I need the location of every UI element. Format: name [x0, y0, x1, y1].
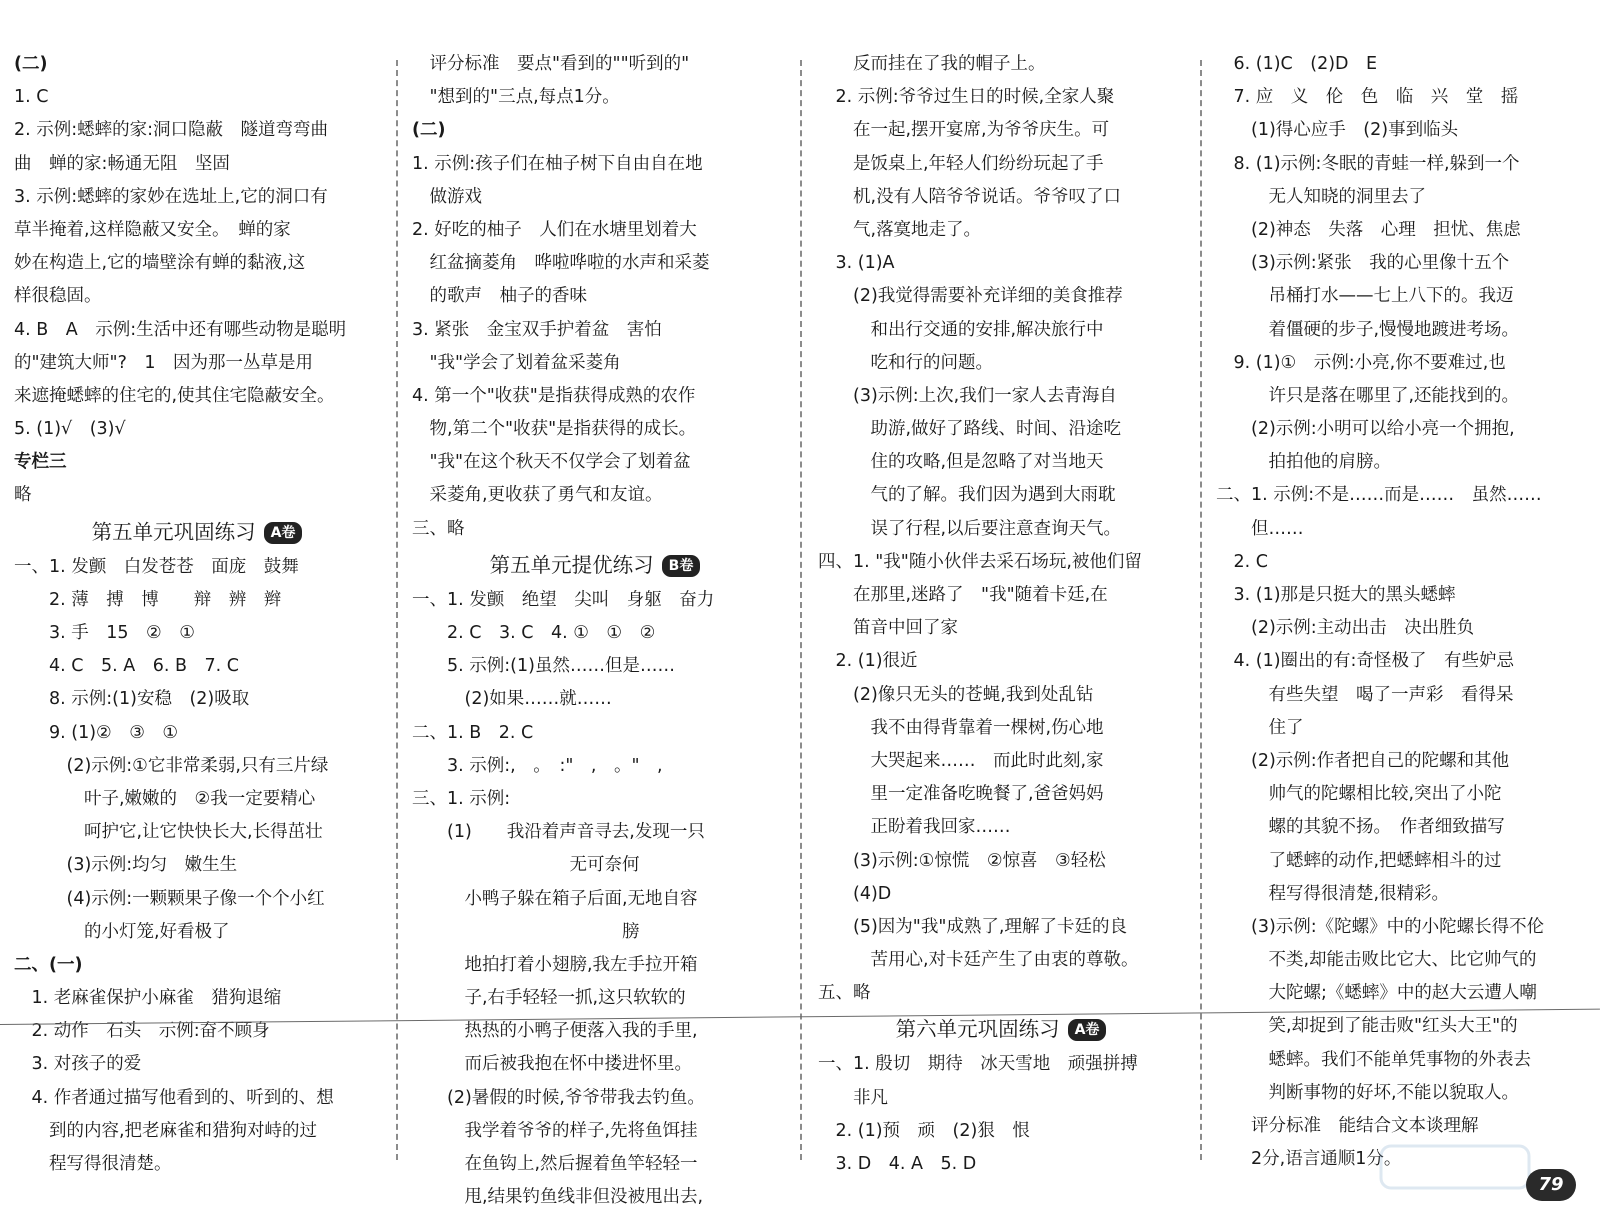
- watermark-logo: [1380, 1145, 1530, 1193]
- line-text: (4)D: [818, 883, 892, 904]
- line-text: 笑,却捉到了能击败"红头大王"的: [1216, 1016, 1518, 1037]
- line-text: 6. (1)C (2)D E: [1216, 54, 1378, 74]
- line-text: 四、1. "我"随小伙伴去采石场玩,被他们留: [818, 551, 1142, 572]
- line-text: 妙在构造上,它的墙壁涂有蝉的黏液,这: [14, 253, 306, 274]
- answer-line: [1216, 1110, 1592, 1143]
- answer-line: [818, 181, 1184, 214]
- answer-line: [14, 816, 380, 849]
- answer-line: [818, 911, 1184, 944]
- volume-badge: A卷: [1068, 1019, 1107, 1041]
- answer-line: [14, 413, 380, 446]
- line-text: 4. B A 示例:生活中还有哪些动物是聪明: [14, 319, 347, 340]
- answer-line: [412, 479, 778, 512]
- line-text: 着僵硬的步子,慢慢地踱进考场。: [1216, 319, 1520, 340]
- answer-line: [1216, 1044, 1592, 1077]
- line-text: 程写得很清楚,很精彩。: [1216, 883, 1450, 904]
- line-text: 膀: [412, 921, 640, 942]
- line-text: 到的内容,把老麻雀和猎狗对峙的过: [14, 1120, 318, 1141]
- answer-line: [818, 280, 1184, 313]
- line-text: 但……: [1216, 518, 1304, 539]
- line-text: 我不由得背靠着一棵树,伤心地: [818, 717, 1104, 738]
- line-text: 略: [14, 485, 32, 506]
- line-text: 2. 示例:蟋蟀的家:洞口隐蔽 隧道弯弯曲: [14, 120, 329, 141]
- answer-line: [412, 413, 778, 446]
- line-text: 样很稳固。: [14, 286, 102, 307]
- answer-line: [818, 977, 1184, 1010]
- line-text: 8. (1)示例:冬眠的青蛙一样,躲到一个: [1216, 153, 1520, 174]
- line-text: 2. 薄 搏 博 辩 辨 辫: [14, 589, 282, 610]
- line-text: 9. (1)① 示例:小亮,你不要难过,也: [1216, 352, 1506, 373]
- answer-line: [1216, 81, 1592, 114]
- answer-line: [14, 148, 380, 181]
- line-text: 2. (1)预 顽 (2)狠 恨: [818, 1120, 1030, 1141]
- volume-badge: A卷: [264, 522, 303, 544]
- line-text: 不类,却能击败比它大、比它帅气的: [1216, 950, 1537, 971]
- line-text: 而后被我抱在怀中搂进怀里。: [412, 1054, 692, 1075]
- answer-line: [14, 446, 380, 479]
- answer-line: [818, 1048, 1184, 1081]
- answer-line: [1216, 280, 1592, 313]
- line-text: 在鱼钩上,然后握着鱼竿轻轻一: [412, 1154, 698, 1174]
- line-text: 热热的小鸭子便落入我的手里,: [412, 1021, 698, 1042]
- answer-line: [1216, 247, 1592, 280]
- answer-line: [412, 849, 778, 882]
- line-text: 甩,结果钓鱼线非但没被甩出去,: [412, 1187, 704, 1208]
- answer-line: [412, 513, 778, 546]
- line-text: 住了: [1216, 717, 1304, 738]
- answer-line: [412, 783, 778, 816]
- line-text: 物,第二个"收获"是指获得的成长。: [412, 419, 697, 440]
- answer-line: [412, 916, 778, 949]
- line-text: 专栏三: [14, 452, 67, 473]
- answer-line: [412, 1082, 778, 1115]
- answer-line: [818, 546, 1184, 579]
- line-text: 在一起,摆开宴席,为爷爷庆生。可: [818, 120, 1110, 141]
- answer-line: [14, 247, 380, 280]
- answer-line: [412, 214, 778, 247]
- answer-line: [14, 883, 380, 916]
- answer-column-3: [818, 48, 1184, 1191]
- answer-line: [818, 347, 1184, 380]
- line-text: "想到的"三点,每点1分。: [412, 87, 620, 108]
- answer-line: [1216, 48, 1592, 81]
- answer-line: [818, 247, 1184, 280]
- answer-line: [1216, 314, 1592, 347]
- line-text: 的歌声 柚子的香味: [412, 286, 587, 307]
- answer-line: [14, 982, 380, 1015]
- answer-line: [818, 48, 1184, 81]
- line-text: 机,没有人陪爷爷说话。爷爷叹了口: [818, 186, 1122, 207]
- answer-line: [14, 347, 380, 380]
- line-text: 1. C: [14, 87, 49, 108]
- line-text: 子,右手轻轻一抓,这只软软的: [412, 988, 686, 1009]
- line-text: (3)示例:紧张 我的心里像十五个: [1216, 253, 1510, 274]
- answer-line: [14, 717, 380, 750]
- line-text: (5)因为"我"成熟了,理解了卡廷的良: [818, 916, 1127, 937]
- line-text: 吊桶打水——七上八下的。我迈: [1216, 286, 1514, 307]
- line-text: "我"在这个秋天不仅学会了划着盆: [412, 452, 691, 473]
- answer-line: [1216, 944, 1592, 977]
- answer-line: [818, 214, 1184, 247]
- answer-line: [818, 114, 1184, 147]
- answer-line: [818, 778, 1184, 811]
- answer-line: [818, 1082, 1184, 1115]
- answer-line: [14, 584, 380, 617]
- answer-line: [412, 750, 778, 783]
- line-text: (2)神态 失落 心理 担忧、焦虑: [1216, 219, 1521, 240]
- answer-line: [412, 617, 778, 650]
- answer-line: [412, 982, 778, 1015]
- answer-line: [412, 181, 778, 214]
- answer-line: [1216, 413, 1592, 446]
- answer-line: [1216, 745, 1592, 778]
- line-text: (2)示例:作者把自己的陀螺和其他: [1216, 750, 1510, 771]
- answer-line: [1216, 845, 1592, 878]
- answer-line: [818, 579, 1184, 612]
- answer-line: [818, 314, 1184, 347]
- answer-line: [412, 81, 778, 114]
- line-text: 4. 第一个"收获"是指获得成熟的农作: [412, 385, 696, 406]
- line-text: 在那里,迷路了 "我"随着卡廷,在: [818, 585, 1108, 605]
- answer-line: [1216, 579, 1592, 612]
- line-text: 2. 动作 石头 示例:奋不顾身: [14, 1021, 270, 1042]
- answer-line: [412, 883, 778, 916]
- line-text: 一、1. 殷切 期待 冰天雪地 顽强拼搏: [818, 1054, 1138, 1075]
- column-divider: [800, 60, 802, 1160]
- volume-badge: B卷: [662, 555, 701, 577]
- answer-line: [14, 783, 380, 816]
- answer-line: [14, 280, 380, 313]
- answer-line: [818, 1115, 1184, 1148]
- line-text: 五、略: [818, 983, 871, 1004]
- line-text: 大哭起来…… 而此时此刻,家: [818, 750, 1104, 771]
- answer-line: [412, 347, 778, 380]
- line-text: 8. 示例:(1)安稳 (2)吸取: [14, 689, 250, 710]
- line-text: 4. 作者通过描写他看到的、听到的、想: [14, 1087, 334, 1108]
- answer-line: [818, 878, 1184, 911]
- line-text: 第五单元提优练习: [489, 552, 654, 577]
- line-text: 助游,做好了路线、时间、沿途吃: [818, 419, 1122, 440]
- answer-line: [14, 380, 380, 413]
- answer-line: [1216, 214, 1592, 247]
- answer-line: [818, 81, 1184, 114]
- line-text: (3)示例:①惊慌 ②惊喜 ③轻松: [818, 850, 1106, 871]
- line-text: 气的了解。我们因为遇到大雨耽: [818, 485, 1116, 506]
- answer-line: [14, 849, 380, 882]
- line-text: 3. D 4. A 5. D: [818, 1154, 977, 1174]
- line-text: 螺的其貌不扬。 作者细致描写: [1216, 817, 1505, 838]
- line-text: 4. C 5. A 6. B 7. C: [14, 656, 239, 677]
- answer-line: [1216, 811, 1592, 844]
- answer-line: [412, 717, 778, 750]
- answer-line: [412, 1181, 778, 1214]
- answer-line: [1216, 977, 1592, 1010]
- answer-column-4: [1216, 48, 1592, 1191]
- line-text: 3. (1)那是只挺大的黑头蟋蟀: [1216, 585, 1456, 605]
- line-text: 来遮掩蟋蟀的住宅的,使其住宅隐蔽安全。: [14, 385, 335, 406]
- line-text: 有些失望 喝了一声彩 看得呆: [1216, 684, 1514, 705]
- line-text: 蟋蟀。我们不能单凭事物的外表去: [1216, 1049, 1531, 1070]
- answer-line: [412, 114, 778, 147]
- answer-line: [412, 1115, 778, 1148]
- column-divider: [396, 60, 398, 1160]
- answer-line: [1216, 380, 1592, 413]
- answer-line: [1216, 148, 1592, 181]
- answer-line: [818, 645, 1184, 678]
- line-text: 3. 手 15 ② ①: [14, 623, 195, 643]
- line-text: 是饭桌上,年轻人们纷纷玩起了手: [818, 153, 1104, 174]
- line-text: 大陀螺;《蟋蟀》中的赵大云遭人嘲: [1216, 983, 1537, 1004]
- line-text: 程写得很清楚。: [14, 1154, 172, 1174]
- line-text: 帅气的陀螺相比较,突出了小陀: [1216, 784, 1502, 805]
- section-heading: [14, 513, 380, 551]
- line-text: 判断事物的好坏,不能以貌取人。: [1216, 1082, 1520, 1103]
- answer-line: [412, 1048, 778, 1081]
- answer-line: [14, 214, 380, 247]
- line-text: 2. (1)很近: [818, 651, 918, 672]
- line-text: 呵护它,让它快快长大,长得茁壮: [14, 822, 323, 843]
- line-text: 无人知晓的洞里去了: [1216, 186, 1426, 207]
- line-text: 小鸭子躲在箱子后面,无地自容: [412, 888, 698, 909]
- line-text: 2. 示例:爷爷过生日的时候,全家人聚: [818, 87, 1115, 108]
- answer-line: [412, 280, 778, 313]
- line-text: 曲 蝉的家:畅通无阻 坚固: [14, 153, 230, 174]
- line-text: 拍拍他的肩膀。: [1216, 452, 1391, 473]
- line-text: 的"建筑大师"? 1 因为那一丛草是用: [14, 352, 314, 373]
- line-text: 2. C: [1216, 551, 1268, 572]
- answer-line: [14, 314, 380, 347]
- line-text: (3)示例:均匀 嫩生生: [14, 855, 238, 876]
- line-text: 三、略: [412, 518, 465, 539]
- line-text: 2分,语言通顺1分。: [1216, 1149, 1402, 1170]
- answer-line: [818, 148, 1184, 181]
- answer-line: [14, 114, 380, 147]
- line-text: 评分标准 要点"看到的""听到的": [412, 54, 690, 74]
- line-text: 和出行交通的安排,解决旅行中: [818, 319, 1104, 340]
- line-text: 一、1. 发颤 白发苍苍 面庞 鼓舞: [14, 556, 299, 577]
- line-text: 苦用心,对卡廷产生了由衷的尊敬。: [818, 950, 1139, 971]
- answer-line: [1216, 446, 1592, 479]
- answer-line: [818, 413, 1184, 446]
- line-text: 3. 对孩子的爱: [14, 1054, 142, 1075]
- line-text: (2)如果……就……: [412, 689, 612, 710]
- line-text: 第六单元巩固练习: [895, 1017, 1060, 1042]
- line-text: 一、1. 发颤 绝望 尖叫 身躯 奋力: [412, 589, 715, 610]
- line-text: (1)得心应手 (2)事到临头: [1216, 120, 1459, 141]
- line-text: 4. (1)圈出的有:奇怪极了 有些妒忌: [1216, 651, 1514, 672]
- line-text: (二): [14, 54, 48, 74]
- line-text: 9. (1)② ③ ①: [14, 722, 179, 743]
- line-text: 红盆摘菱角 哗啦哗啦的水声和采菱: [412, 253, 710, 274]
- line-text: 5. (1)√ (3)√: [14, 419, 126, 440]
- answer-line: [14, 683, 380, 716]
- section-heading: [412, 546, 778, 584]
- answer-line: [412, 949, 778, 982]
- line-text: 误了行程,以后要注意查询天气。: [818, 518, 1122, 539]
- line-text: 5. 示例:(1)虽然……但是……: [412, 656, 675, 677]
- line-text: (2)我觉得需要补充详细的美食推荐: [818, 286, 1123, 307]
- line-text: 非凡: [818, 1087, 888, 1108]
- answer-line: [818, 944, 1184, 977]
- answer-line: [14, 81, 380, 114]
- answer-line: [412, 683, 778, 716]
- line-text: 叶子,嫩嫩的 ②我一定要精心: [14, 788, 316, 809]
- answer-line: [412, 816, 778, 849]
- answer-line: [412, 650, 778, 683]
- answer-line: [14, 1048, 380, 1081]
- line-text: (1) 我沿着声音寻去,发现一只: [412, 822, 705, 843]
- line-text: (4)示例:一颗颗果子像一个个小红: [14, 888, 325, 909]
- answer-line: [1216, 546, 1592, 579]
- line-text: (2)暑假的时候,爷爷带我去钓鱼。: [412, 1087, 705, 1108]
- answer-line: [14, 551, 380, 584]
- line-text: 第五单元巩固练习: [91, 519, 256, 544]
- answer-line: [818, 513, 1184, 546]
- line-text: 气,落寞地走了。: [818, 219, 982, 240]
- line-text: 7. 应 义 伦 色 临 兴 堂 摇: [1216, 87, 1519, 108]
- line-text: 反而挂在了我的帽子上。: [818, 54, 1046, 74]
- answer-line: [14, 617, 380, 650]
- line-text: 草半掩着,这样隐蔽又安全。 蝉的家: [14, 219, 291, 240]
- line-text: 的小灯笼,好看极了: [14, 921, 230, 942]
- answer-line: [412, 148, 778, 181]
- line-text: 2. C 3. C 4. ① ① ②: [412, 623, 656, 643]
- line-text: 住的攻略,但是忽略了对当地天: [818, 452, 1104, 473]
- answer-line: [412, 247, 778, 280]
- line-text: 二、1. 示例:不是……而是…… 虽然……: [1216, 485, 1542, 506]
- line-text: 吃和行的问题。: [818, 352, 993, 373]
- answer-line: [1216, 181, 1592, 214]
- answer-line: [412, 584, 778, 617]
- answer-line: [818, 845, 1184, 878]
- answer-line: [1216, 878, 1592, 911]
- answer-line: [412, 1148, 778, 1181]
- line-text: 无可奈何: [412, 855, 640, 876]
- answer-line: [412, 446, 778, 479]
- answer-line: [818, 1148, 1184, 1181]
- line-text: (2)示例:小明可以给小亮一个拥抱,: [1216, 419, 1515, 440]
- line-text: 里一定准备吃晚餐了,爸爸妈妈: [818, 784, 1104, 805]
- line-text: 评分标准 能结合文本谈理解: [1216, 1116, 1479, 1136]
- answer-line: [412, 380, 778, 413]
- line-text: 3. 示例:, 。 :" , 。" ,: [412, 755, 663, 776]
- line-text: 三、1. 示例:: [412, 788, 511, 809]
- answer-line: [1216, 1077, 1592, 1110]
- line-text: 笛音中回了家: [818, 618, 958, 639]
- answer-line: [14, 48, 380, 81]
- answer-line: [14, 750, 380, 783]
- line-text: "我"学会了划着盆采菱角: [412, 352, 621, 373]
- line-text: 地拍打着小翅膀,我左手拉开箱: [412, 954, 698, 975]
- answer-line: [1216, 612, 1592, 645]
- answer-line: [818, 712, 1184, 745]
- line-text: 3. 紧张 金宝双手护着盆 害怕: [412, 319, 662, 340]
- line-text: 正盼着我回家……: [818, 817, 1011, 838]
- line-text: (二): [412, 120, 446, 141]
- answer-line: [14, 479, 380, 512]
- answer-line: [1216, 778, 1592, 811]
- line-text: 2. 好吃的柚子 人们在水塘里划着大: [412, 219, 697, 240]
- answer-column-1: [14, 48, 380, 1191]
- answer-line: [14, 181, 380, 214]
- answer-line: [818, 745, 1184, 778]
- answer-line: [818, 380, 1184, 413]
- answer-line: [1216, 1010, 1592, 1043]
- column-divider: [1200, 60, 1202, 1160]
- line-text: 二、1. B 2. C: [412, 722, 534, 743]
- answer-line: [1216, 712, 1592, 745]
- answer-line: [818, 679, 1184, 712]
- answer-line: [14, 1148, 380, 1181]
- line-text: 许只是落在哪里了,还能找到的。: [1216, 385, 1520, 406]
- answer-line: [14, 949, 380, 982]
- line-text: 做游戏: [412, 186, 482, 207]
- line-text: 采菱角,更收获了勇气和友谊。: [412, 485, 663, 506]
- line-text: (3)示例:《陀螺》中的小陀螺长得不伦: [1216, 916, 1545, 937]
- answer-line: [818, 612, 1184, 645]
- answer-line: [14, 1115, 380, 1148]
- line-text: 了蟋蟀的动作,把蟋蟀相斗的过: [1216, 850, 1502, 871]
- answer-line: [1216, 513, 1592, 546]
- line-text: 1. 示例:孩子们在柚子树下自由自在地: [412, 153, 703, 174]
- line-text: (2)像只无头的苍蝇,我到处乱钻: [818, 684, 1094, 705]
- answer-line: [1216, 645, 1592, 678]
- answer-line: [14, 1082, 380, 1115]
- answer-line: [1216, 479, 1592, 512]
- answer-line: [1216, 114, 1592, 147]
- answer-line: [1216, 347, 1592, 380]
- answer-line: [412, 314, 778, 347]
- line-text: 二、(一): [14, 954, 83, 975]
- answer-line: [818, 479, 1184, 512]
- line-text: (2)示例:①它非常柔弱,只有三片绿: [14, 755, 329, 776]
- answer-line: [818, 811, 1184, 844]
- line-text: 我学着爷爷的样子,先将鱼饵挂: [412, 1120, 698, 1141]
- line-text: 3. 示例:蟋蟀的家妙在选址上,它的洞口有: [14, 186, 328, 207]
- answer-line: [818, 446, 1184, 479]
- line-text: 1. 老麻雀保护小麻雀 猎狗退缩: [14, 988, 282, 1009]
- line-text: (2)示例:主动出击 决出胜负: [1216, 618, 1475, 639]
- page-number: 79: [1526, 1169, 1576, 1201]
- answer-line: [1216, 679, 1592, 712]
- answer-line: [14, 650, 380, 683]
- line-text: (3)示例:上次,我们一家人去青海自: [818, 385, 1117, 406]
- answer-line: [1216, 911, 1592, 944]
- answer-line: [412, 48, 778, 81]
- answer-line: [14, 916, 380, 949]
- line-text: 3. (1)A: [818, 253, 895, 274]
